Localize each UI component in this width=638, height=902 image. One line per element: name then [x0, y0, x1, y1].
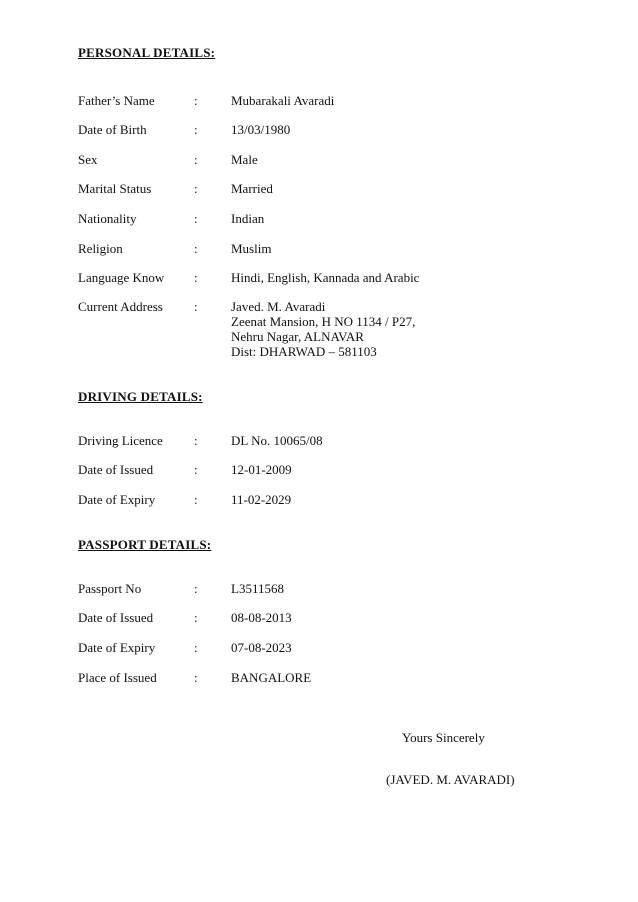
passport-issued-row	[78, 610, 578, 628]
passport-expiry-row	[78, 640, 578, 658]
passport-no-row	[78, 581, 578, 599]
nationality-label: Nationality	[78, 211, 137, 226]
language-row	[78, 270, 578, 288]
address-line: Zeenat Mansion, H NO 1134 / P27,	[231, 314, 416, 329]
driving-issued-value: 12-01-2009	[231, 462, 292, 477]
personal-details-heading: PERSONAL DETAILS:	[78, 45, 216, 60]
separator: :	[194, 181, 198, 196]
dob-label: Date of Birth	[78, 122, 147, 137]
fathers-name-label: Father’s Name	[78, 93, 155, 108]
passport-place-row	[78, 670, 578, 688]
sex-row	[78, 152, 578, 170]
religion-row	[78, 241, 578, 259]
nationality-value: Indian	[231, 211, 265, 226]
address-line: Dist: DHARWAD – 581103	[231, 344, 377, 359]
separator: :	[194, 122, 198, 137]
fathers-name-value: Mubarakali Avaradi	[231, 93, 335, 108]
dob-row	[78, 122, 578, 140]
separator: :	[194, 462, 198, 477]
passport-no-label: Passport No	[78, 581, 142, 596]
separator: :	[194, 670, 198, 685]
separator: :	[194, 640, 198, 655]
language-value: Hindi, English, Kannada and Arabic	[231, 270, 420, 285]
current-address-row	[78, 299, 578, 361]
driving-issued-row	[78, 462, 578, 480]
driving-expiry-row	[78, 492, 578, 510]
marital-status-row	[78, 181, 578, 199]
nationality-row	[78, 211, 578, 229]
address-line: Javed. M. Avaradi	[231, 299, 326, 314]
passport-expiry-value: 07-08-2023	[231, 640, 292, 655]
driving-details-heading: DRIVING DETAILS:	[78, 389, 203, 404]
address-line: Nehru Nagar, ALNAVAR	[231, 329, 364, 344]
signature-name: (JAVED. M. AVARADI)	[386, 772, 515, 787]
passport-expiry-label: Date of Expiry	[78, 640, 156, 655]
driving-expiry-label: Date of Expiry	[78, 492, 156, 507]
driving-licence-value: DL No. 10065/08	[231, 433, 323, 448]
separator: :	[194, 211, 198, 226]
current-address-label: Current Address	[78, 299, 163, 314]
passport-issued-label: Date of Issued	[78, 610, 154, 625]
separator: :	[194, 492, 198, 507]
language-label: Language Know	[78, 270, 165, 285]
closing-salutation: Yours Sincerely	[402, 730, 485, 745]
separator: :	[194, 270, 198, 285]
passport-place-label: Place of Issued	[78, 670, 157, 685]
passport-details-heading: PASSPORT DETAILS:	[78, 537, 212, 552]
religion-value: Muslim	[231, 241, 272, 256]
driving-issued-label: Date of Issued	[78, 462, 154, 477]
passport-place-value: BANGALORE	[231, 670, 312, 685]
fathers-name-row	[78, 93, 578, 111]
separator: :	[194, 241, 198, 256]
sex-value: Male	[231, 152, 258, 167]
driving-licence-row	[78, 433, 578, 451]
current-address-value	[231, 299, 415, 359]
separator: :	[194, 152, 198, 167]
separator: :	[194, 299, 198, 314]
marital-status-label: Marital Status	[78, 181, 152, 196]
separator: :	[194, 93, 198, 108]
sex-label: Sex	[78, 152, 98, 167]
dob-value: 13/03/1980	[231, 122, 291, 137]
passport-no-value: L3511568	[231, 581, 284, 596]
religion-label: Religion	[78, 241, 123, 256]
driving-expiry-value: 11-02-2029	[231, 492, 292, 507]
separator: :	[194, 610, 198, 625]
marital-status-value: Married	[231, 181, 273, 196]
passport-issued-value: 08-08-2013	[231, 610, 292, 625]
separator: :	[194, 433, 198, 448]
separator: :	[194, 581, 198, 596]
driving-licence-label: Driving Licence	[78, 433, 163, 448]
